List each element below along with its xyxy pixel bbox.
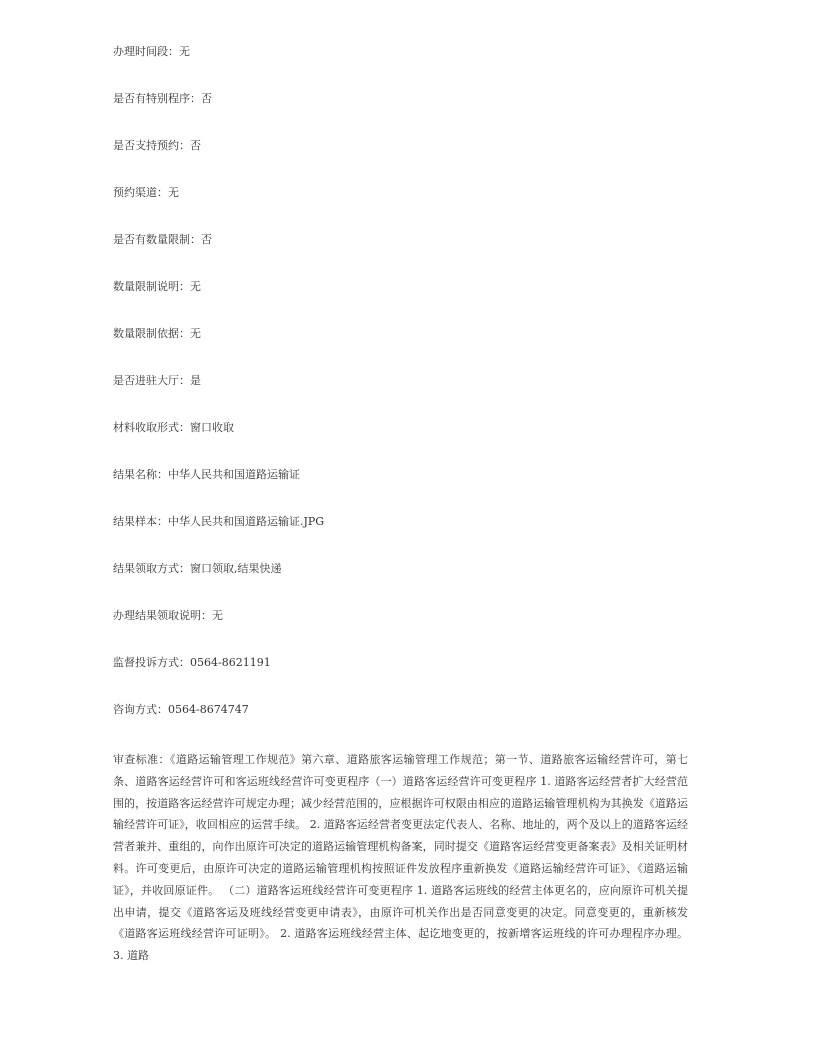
field-handling-time: 办理时间段：无 [113, 45, 190, 58]
field-complaint-phone: 监督投诉方式：0564-8621191 [113, 656, 271, 669]
field-appointment-support: 是否支持预约：否 [113, 139, 201, 152]
field-in-service-hall: 是否进驻大厅：是 [113, 374, 201, 387]
field-result-pickup-note: 办理结果领取说明：无 [113, 609, 223, 622]
field-result-name: 结果名称：中华人民共和国道路运输证 [113, 468, 300, 481]
field-quantity-limit-basis: 数量限制依据：无 [113, 327, 201, 340]
document-page [113, 44, 688, 967]
review-standard-paragraph: 审查标准：《道路运输管理工作规范》第六章、道路旅客运输管理工作规范；第一节、道路旅客运输经营许可，第七条、道路客运经营许可和客运班线经营许可变更程序（一）道路客运经营许可变更程序 1. 道路客运经营者扩大经营范围的，按道路客运经营许可规定办理；减少经营范围的，应根据许可权限由相应的道路运输管理机构为其换发《道路运输经营许可证》，收回相应的运营手续。 2. 道路客运经营者变更法定代表人、名称、地址的，两个及以上的道路客运经营者兼并、重组的，向作出原许可决定的道路运输管理机构备案，同时提交《道路客运经营变更备案表》及相关证明材料。许可变更后，由原许可决定的道路运输管理机构按照证件发放程序重新换发《道路运输经营许可证》、《道路运输证》，并收回原证件。 （二）道路客运班线经营许可变更程序 1. 道路客运班线的经营主体更名的，应向原许可机关提出申请，提交《道路客运及班线经营变更申请表》，由原许可机关作出是否同意变更的决定。同意变更的，重新核发《道路客运班线经营许可证明》。 2. 道路客运班线经营主体、起讫地变更的，按新增客运班线的许可办理程序办理。 3. 道路 [113, 753, 688, 963]
field-quantity-limit: 是否有数量限制：否 [113, 233, 212, 246]
field-special-procedure: 是否有特别程序：否 [113, 92, 212, 105]
field-result-sample: 结果样本：中华人民共和国道路运输证.JPG [113, 515, 325, 528]
field-inquiry-phone: 咨询方式：0564-8674747 [113, 703, 249, 716]
field-quantity-limit-desc: 数量限制说明：无 [113, 280, 201, 293]
field-appointment-channel: 预约渠道：无 [113, 186, 179, 199]
field-result-pickup-method: 结果领取方式：窗口领取,结果快递 [113, 562, 282, 575]
field-material-collection: 材料收取形式：窗口收取 [113, 421, 234, 434]
